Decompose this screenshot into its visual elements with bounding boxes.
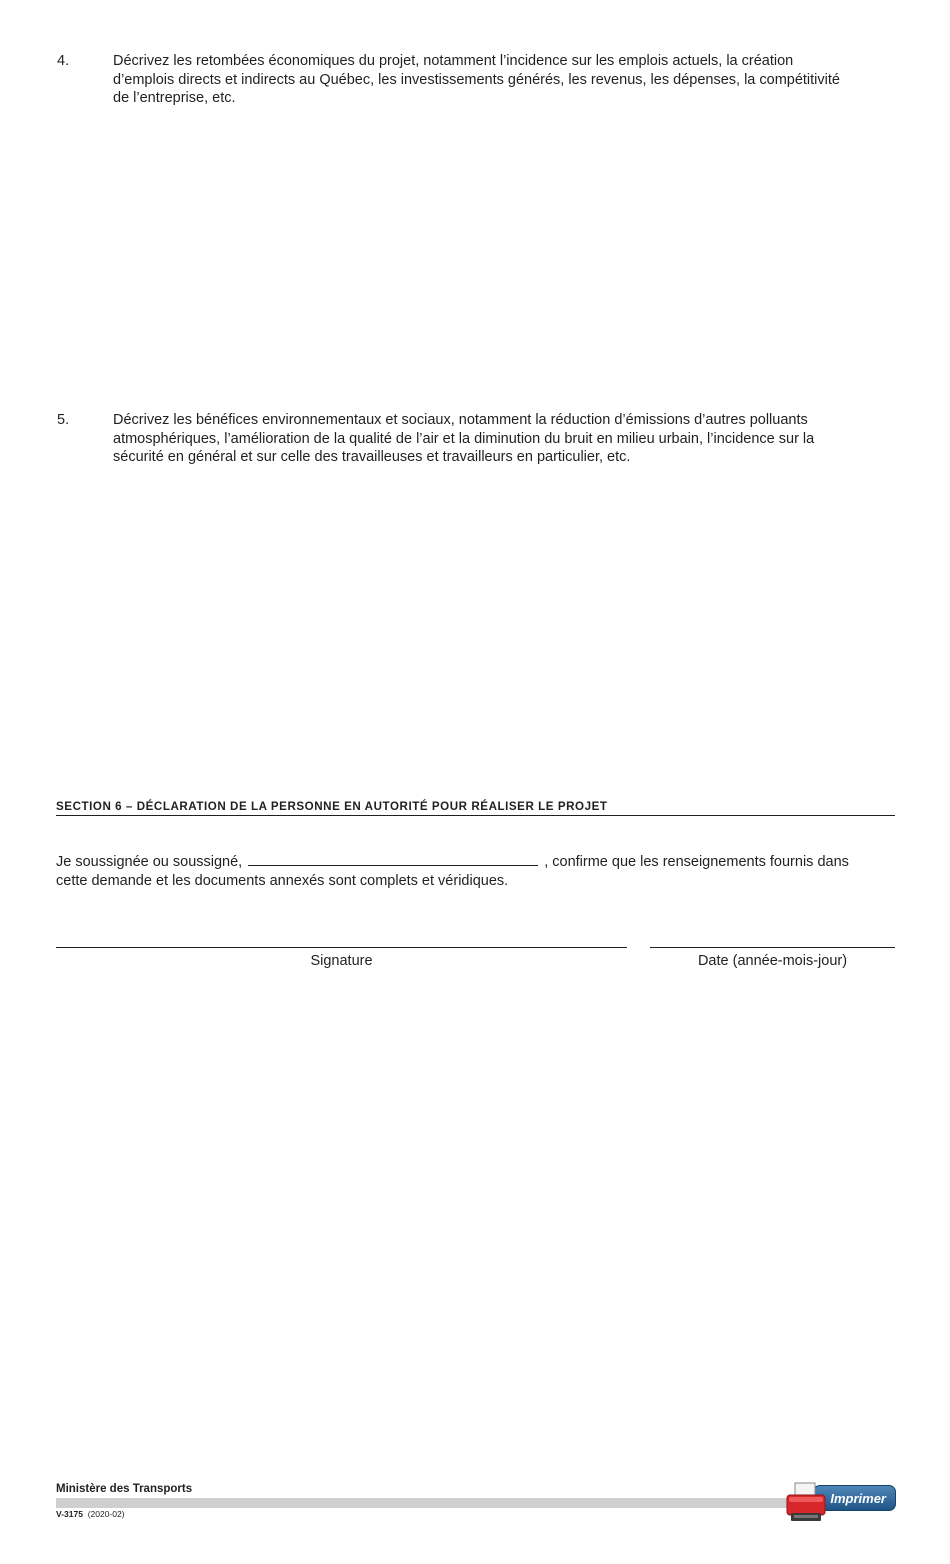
declaration-line-2: cette demande et les documents annexés sont complets et véridiques. (56, 872, 509, 889)
date-field[interactable] (650, 947, 895, 948)
signature-field[interactable] (56, 947, 627, 948)
printer-icon (785, 1482, 835, 1524)
question-line: sécurité en général et sur celle des travailleuses et travailleurs en particulier, etc. (113, 449, 631, 465)
form-date: (2020-02) (87, 1509, 125, 1519)
signature-label: Signature (310, 953, 373, 969)
question-number: 4. (57, 53, 70, 69)
declaration-prefix: Je soussignée ou soussigné, (56, 854, 243, 870)
date-label: Date (année-mois-jour) (697, 953, 848, 969)
answer-field-4[interactable] (112, 118, 894, 393)
print-button[interactable] (785, 1482, 900, 1524)
question-number: 5. (57, 412, 70, 428)
question-line: Décrivez les retombées économiques du projet, notamment l’incidence sur les emplois actuels, la création (113, 53, 794, 69)
section-6-title: SECTION 6 – DÉCLARATION DE LA PERSONNE EN AUTORITÉ POUR RÉALISER LE PROJET (56, 800, 895, 816)
declaration-line-1 (56, 852, 896, 872)
question-text (113, 411, 895, 467)
signatory-name-input[interactable] (248, 852, 538, 866)
question-text (113, 52, 895, 108)
form-code (56, 1509, 125, 1519)
declaration-suffix: , confirme que les renseignements fournis dans (544, 854, 849, 870)
ministry-name: Ministère des Transports (56, 1483, 193, 1495)
question-line: atmosphériques, l’amélioration de la qualité de l’air et la diminution du bruit en milieu urbain, l’incidence sur la (113, 430, 815, 447)
question-line: de l’entreprise, etc. (113, 90, 236, 106)
declaration-text (56, 852, 896, 890)
form-number: V-3175 (56, 1509, 83, 1519)
print-button-label: Imprimer (813, 1485, 896, 1511)
footer-bar (56, 1498, 876, 1508)
question-line: d’emplois directs et indirects au Québec, les investissements générés, les revenus, les dépenses, la compétitivité (113, 71, 840, 88)
question-line: Décrivez les bénéfices environnementaux et sociaux, notamment la réduction d’émissions d’autres polluants (113, 412, 808, 428)
answer-field-5[interactable] (112, 478, 894, 778)
